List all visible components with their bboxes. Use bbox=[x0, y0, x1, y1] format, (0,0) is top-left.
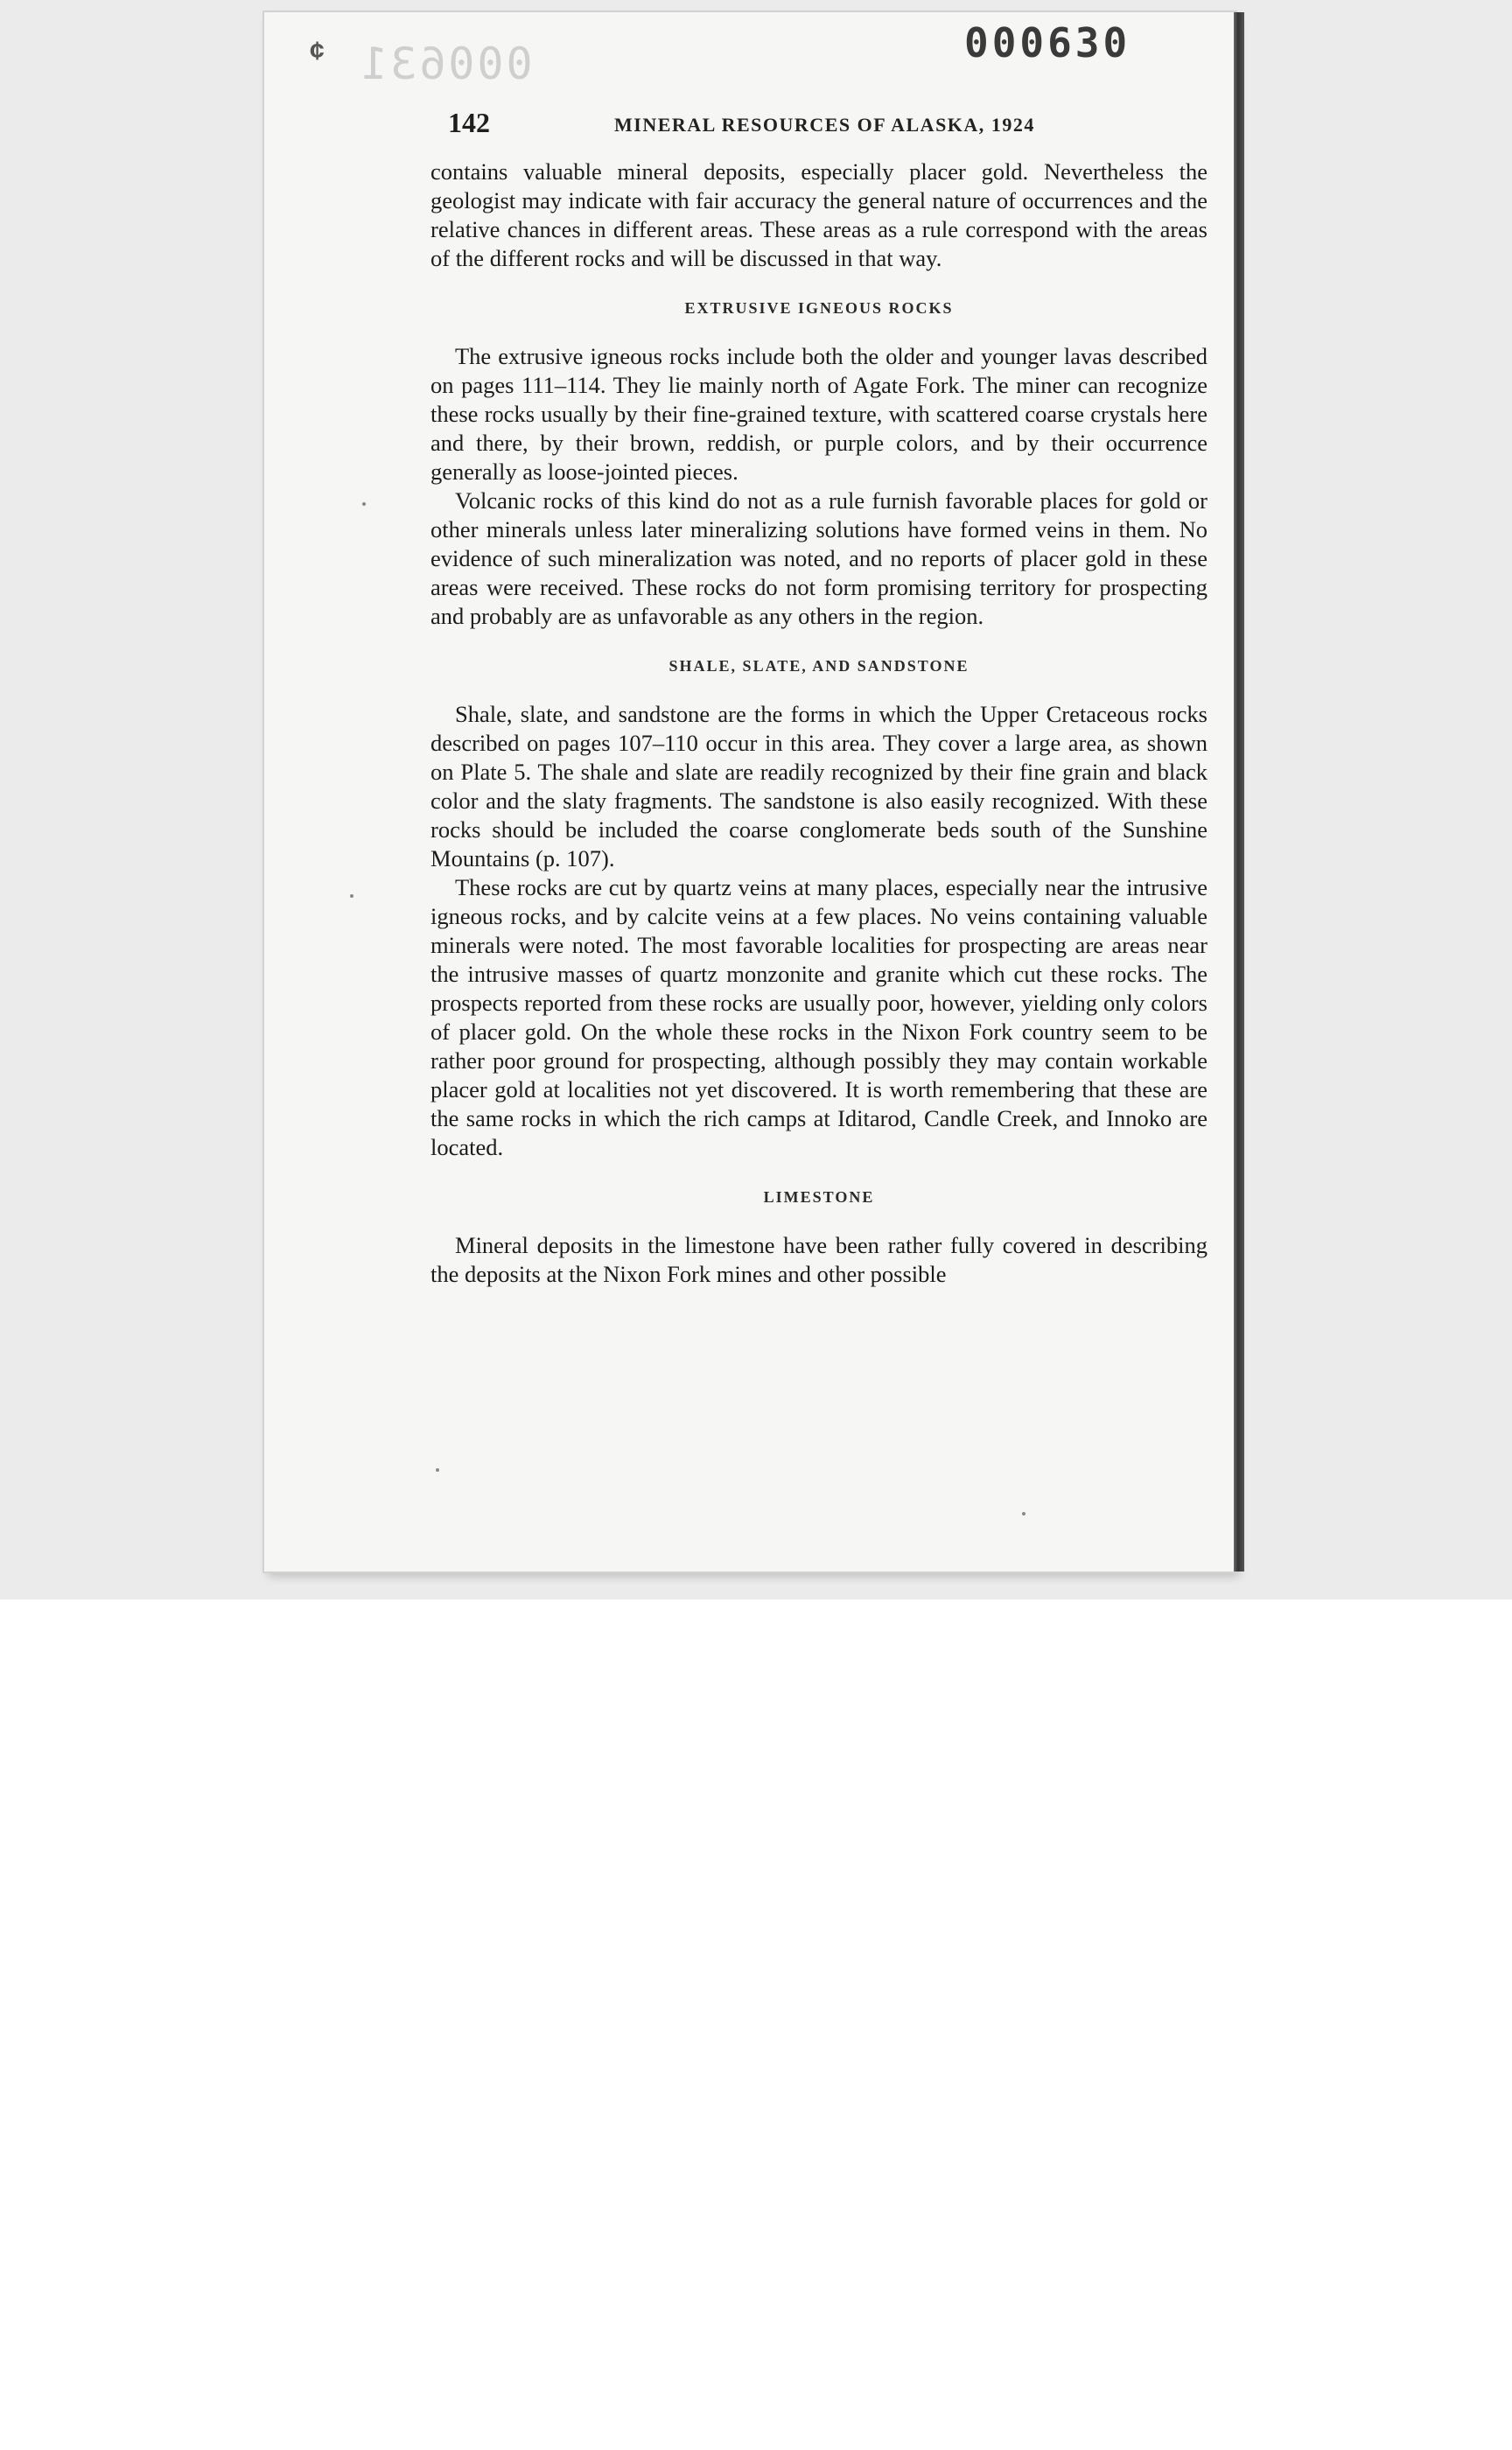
paragraph: Shale, slate, and sandstone are the forms in which the Upper Cretaceous rocks described on pages 107–110 occur in this area. They cover a large area, as shown on Plate 5. The shale and slate are readily recognized by their fine grain and black color and the slaty fragments. The sandstone is also easily recognized. With these rocks should be included the coarse conglomerate beds south of the Sunshine Mountains (p. 107). bbox=[430, 701, 1208, 872]
section-heading-limestone: LIMESTONE bbox=[763, 1188, 875, 1206]
paragraph: Volcanic rocks of this kind do not as a rule furnish favorable places for gold or other minerals unless later mineralizing solutions have formed veins in them. No evidence of such mineralization was noted, and no reports of placer gold in these areas were received. These rocks do not form promising territory for prospecting and probably are as unfavorable as any others in the region. bbox=[430, 487, 1208, 629]
scan-speck bbox=[362, 502, 366, 506]
page-stamp: 000630 bbox=[964, 19, 1131, 66]
paragraph: The extrusive igneous rocks include both the older and younger lavas described on pages 111–114. They lie mainly north of Agate Fork. The miner can recognize these rocks usually by their fine-grained texture, with scattered coarse crystals here and there, by their brown, reddish, or purple colors, and by their occurrence generally as loose-jointed pieces. bbox=[430, 343, 1208, 485]
paragraph-continued: contains valuable mineral deposits, especially placer gold. Nevertheless the geologist may indicate with fair accuracy the general nature of occurrences and the relative chances in different areas. These areas as a rule correspond with the areas of the different rocks and will be discussed in that way. bbox=[430, 158, 1208, 271]
page-number: 142 bbox=[448, 107, 490, 138]
body-text bbox=[430, 158, 1208, 1289]
scan-speck bbox=[436, 1468, 439, 1472]
paragraph: Mineral deposits in the limestone have been rather fully covered in describing the deposits at the Nixon Fork mines and other possible bbox=[430, 1232, 1208, 1287]
page-header bbox=[448, 107, 1218, 142]
section-heading-extrusive: EXTRUSIVE IGNEOUS ROCKS bbox=[684, 299, 954, 317]
page-binding-edge bbox=[1234, 12, 1244, 1572]
running-title-year: 1924 bbox=[990, 114, 1035, 136]
document-page bbox=[264, 12, 1236, 1572]
running-title-text: MINERAL RESOURCES OF ALASKA, bbox=[614, 114, 985, 136]
scan-speck bbox=[350, 894, 354, 898]
bleed-through-stamp: 000631 bbox=[359, 38, 533, 89]
running-title bbox=[614, 114, 1035, 136]
corner-mark: ¢ bbox=[310, 37, 325, 66]
scan-speck bbox=[1022, 1512, 1026, 1516]
section-heading-shale: SHALE, SLATE, AND SANDSTONE bbox=[668, 657, 970, 675]
paragraph: These rocks are cut by quartz veins at many places, especially near the intrusive igneous rocks, and by calcite veins at a few places. No veins containing valuable minerals were noted. The most favorable localities for prospecting are areas near the intrusive masses of quartz monzonite and granite which cut these rocks. The prospects reported from these rocks are usually poor, however, yielding only colors of placer gold. On the whole these rocks in the Nixon Fork country seem to be rather poor ground for prospecting, although possibly they may contain workable placer gold at localities not yet discovered. It is worth remembering that these are the same rocks in which the rich camps at Iditarod, Candle Creek, and Innoko are located. bbox=[430, 874, 1208, 1160]
